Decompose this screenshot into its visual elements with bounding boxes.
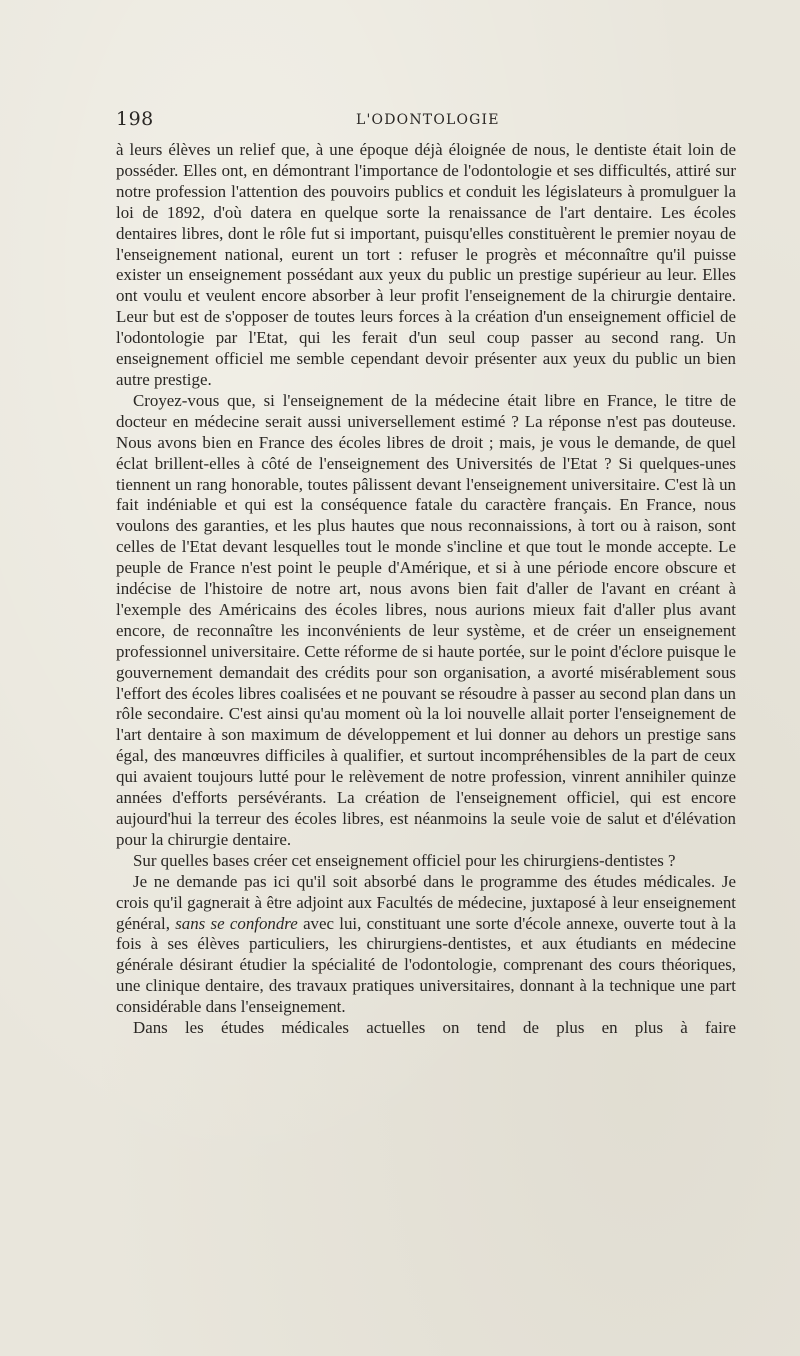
body-text <box>116 140 736 1039</box>
paragraph-text: avec lui, constituant une sorte d'école annexe, ouverte tout à la fois à ses élèves particuliers, les chirurgiens-dentistes, et aux étudiants en médecine générale désirant étudier la spécialité de l'odontologie, comprenant des cours théoriques, une clinique dentaire, des travaux pratiques universitaires, donnant à la technique une part considérable dans l'enseignement. <box>116 913 736 1017</box>
paragraph: Dans les études médicales actuelles on tend de plus en plus à faire <box>133 1018 736 1038</box>
italic-phrase: sans se confondre <box>175 913 298 933</box>
paragraph: Sur quelles bases créer cet enseignement officiel pour les chirurgiens-dentistes ? <box>133 850 676 870</box>
paragraph <box>116 872 736 1018</box>
document-page <box>116 108 736 1039</box>
paragraph: Croyez-vous que, si l'enseignement de la médecine était libre en France, le titre de docteur en médecine serait aussi universellement estimé ? La réponse n'est pas douteuse. Nous avons bien en France des écoles libres de droit ; mais, je vous le demande, de quel éclat brillent-elles à côté de l'enseignement des Universités de l'Etat ? Si quelques-unes tiennent un rang honorable, toutes pâlissent devant l'enseignement universitaire. C'est là un fait indéniable et qui est la conséquence fatale du caractère français. En France, nous voulons des garanties, et les plus hautes que nous reconnaissions, à tort ou à raison, sont celles de l'Etat devant lesquelles tout le monde s'incline et que tout le monde accepte. Le peuple de France n'est point le peuple d'Amérique, et si à une période encore obscure et indécise de l'histoire de notre art, nous avons bien fait d'aller de l'avant en créant à l'exemple des Américains des écoles libres, nous aurions mieux fait d'aller plus avant encore, de reconnaître les inconvénients de leur système, et de créer un enseignement professionnel universitaire. Cette réforme de si haute portée, sur le point d'éclore puisque le gouvernement demandait des crédits pour son organisation, a avorté misérablement sous l'effort des écoles libres coalisées et ne pouvant se résoudre à passer au second plan dans un rôle secondaire. C'est ainsi qu'au moment où la loi nouvelle allait porter l'enseignement de l'art dentaire à son maximum de développement et lui donner au dehors un prestige sans égal, des manœuvres difficiles à qualifier, et surtout incompréhensibles de la part de ceux qui avaient toujours lutté pour le relèvement de notre profession, vinrent annihiler quinze années d'efforts persévérants. La création de l'enseignement officiel, qui est encore aujourd'hui la terreur des écoles libres, est néanmoins la seule voie de salut et d'élévation pour la chirurgie dentaire. <box>116 390 736 849</box>
running-head <box>116 108 736 134</box>
page-number: 198 <box>116 108 154 130</box>
journal-title: L'ODONTOLOGIE <box>356 112 500 128</box>
paragraph-text: Je ne demande pas ici qu'il soit absorbé dans le programme des études médicales. Je crois qu'il gagnerait à être adjoint aux Facultés de médecine, juxtaposé à leur enseignement général, <box>116 871 736 933</box>
paragraph: à leurs élèves un relief que, à une époque déjà éloignée de nous, le dentiste était loin de posséder. Elles ont, en démontrant l'importance de l'odontologie et ses difficultés, attiré sur notre profession l'attention des pouvoirs publics et conduit les législateurs à promulguer la loi de 1892, d'où datera en quelque sorte la renaissance de l'art dentaire. Les écoles dentaires libres, dont le rôle fut si important, puisqu'elles constituèrent le premier noyau de l'enseignement national, eurent un tort : refuser le progrès et méconnaître qu'il puisse exister un enseignement possédant aux yeux du public un prestige supérieur au leur. Elles ont voulu et veulent encore absorber à leur profit l'enseignement de la chirurgie dentaire. Leur but est de s'opposer de toutes leurs forces à la création d'un enseignement officiel de l'odontologie par l'Etat, qui les ferait d'un seul coup passer au second rang. Un enseignement officiel me semble cependant devoir présenter aux yeux du public un bien autre prestige. <box>116 140 736 389</box>
